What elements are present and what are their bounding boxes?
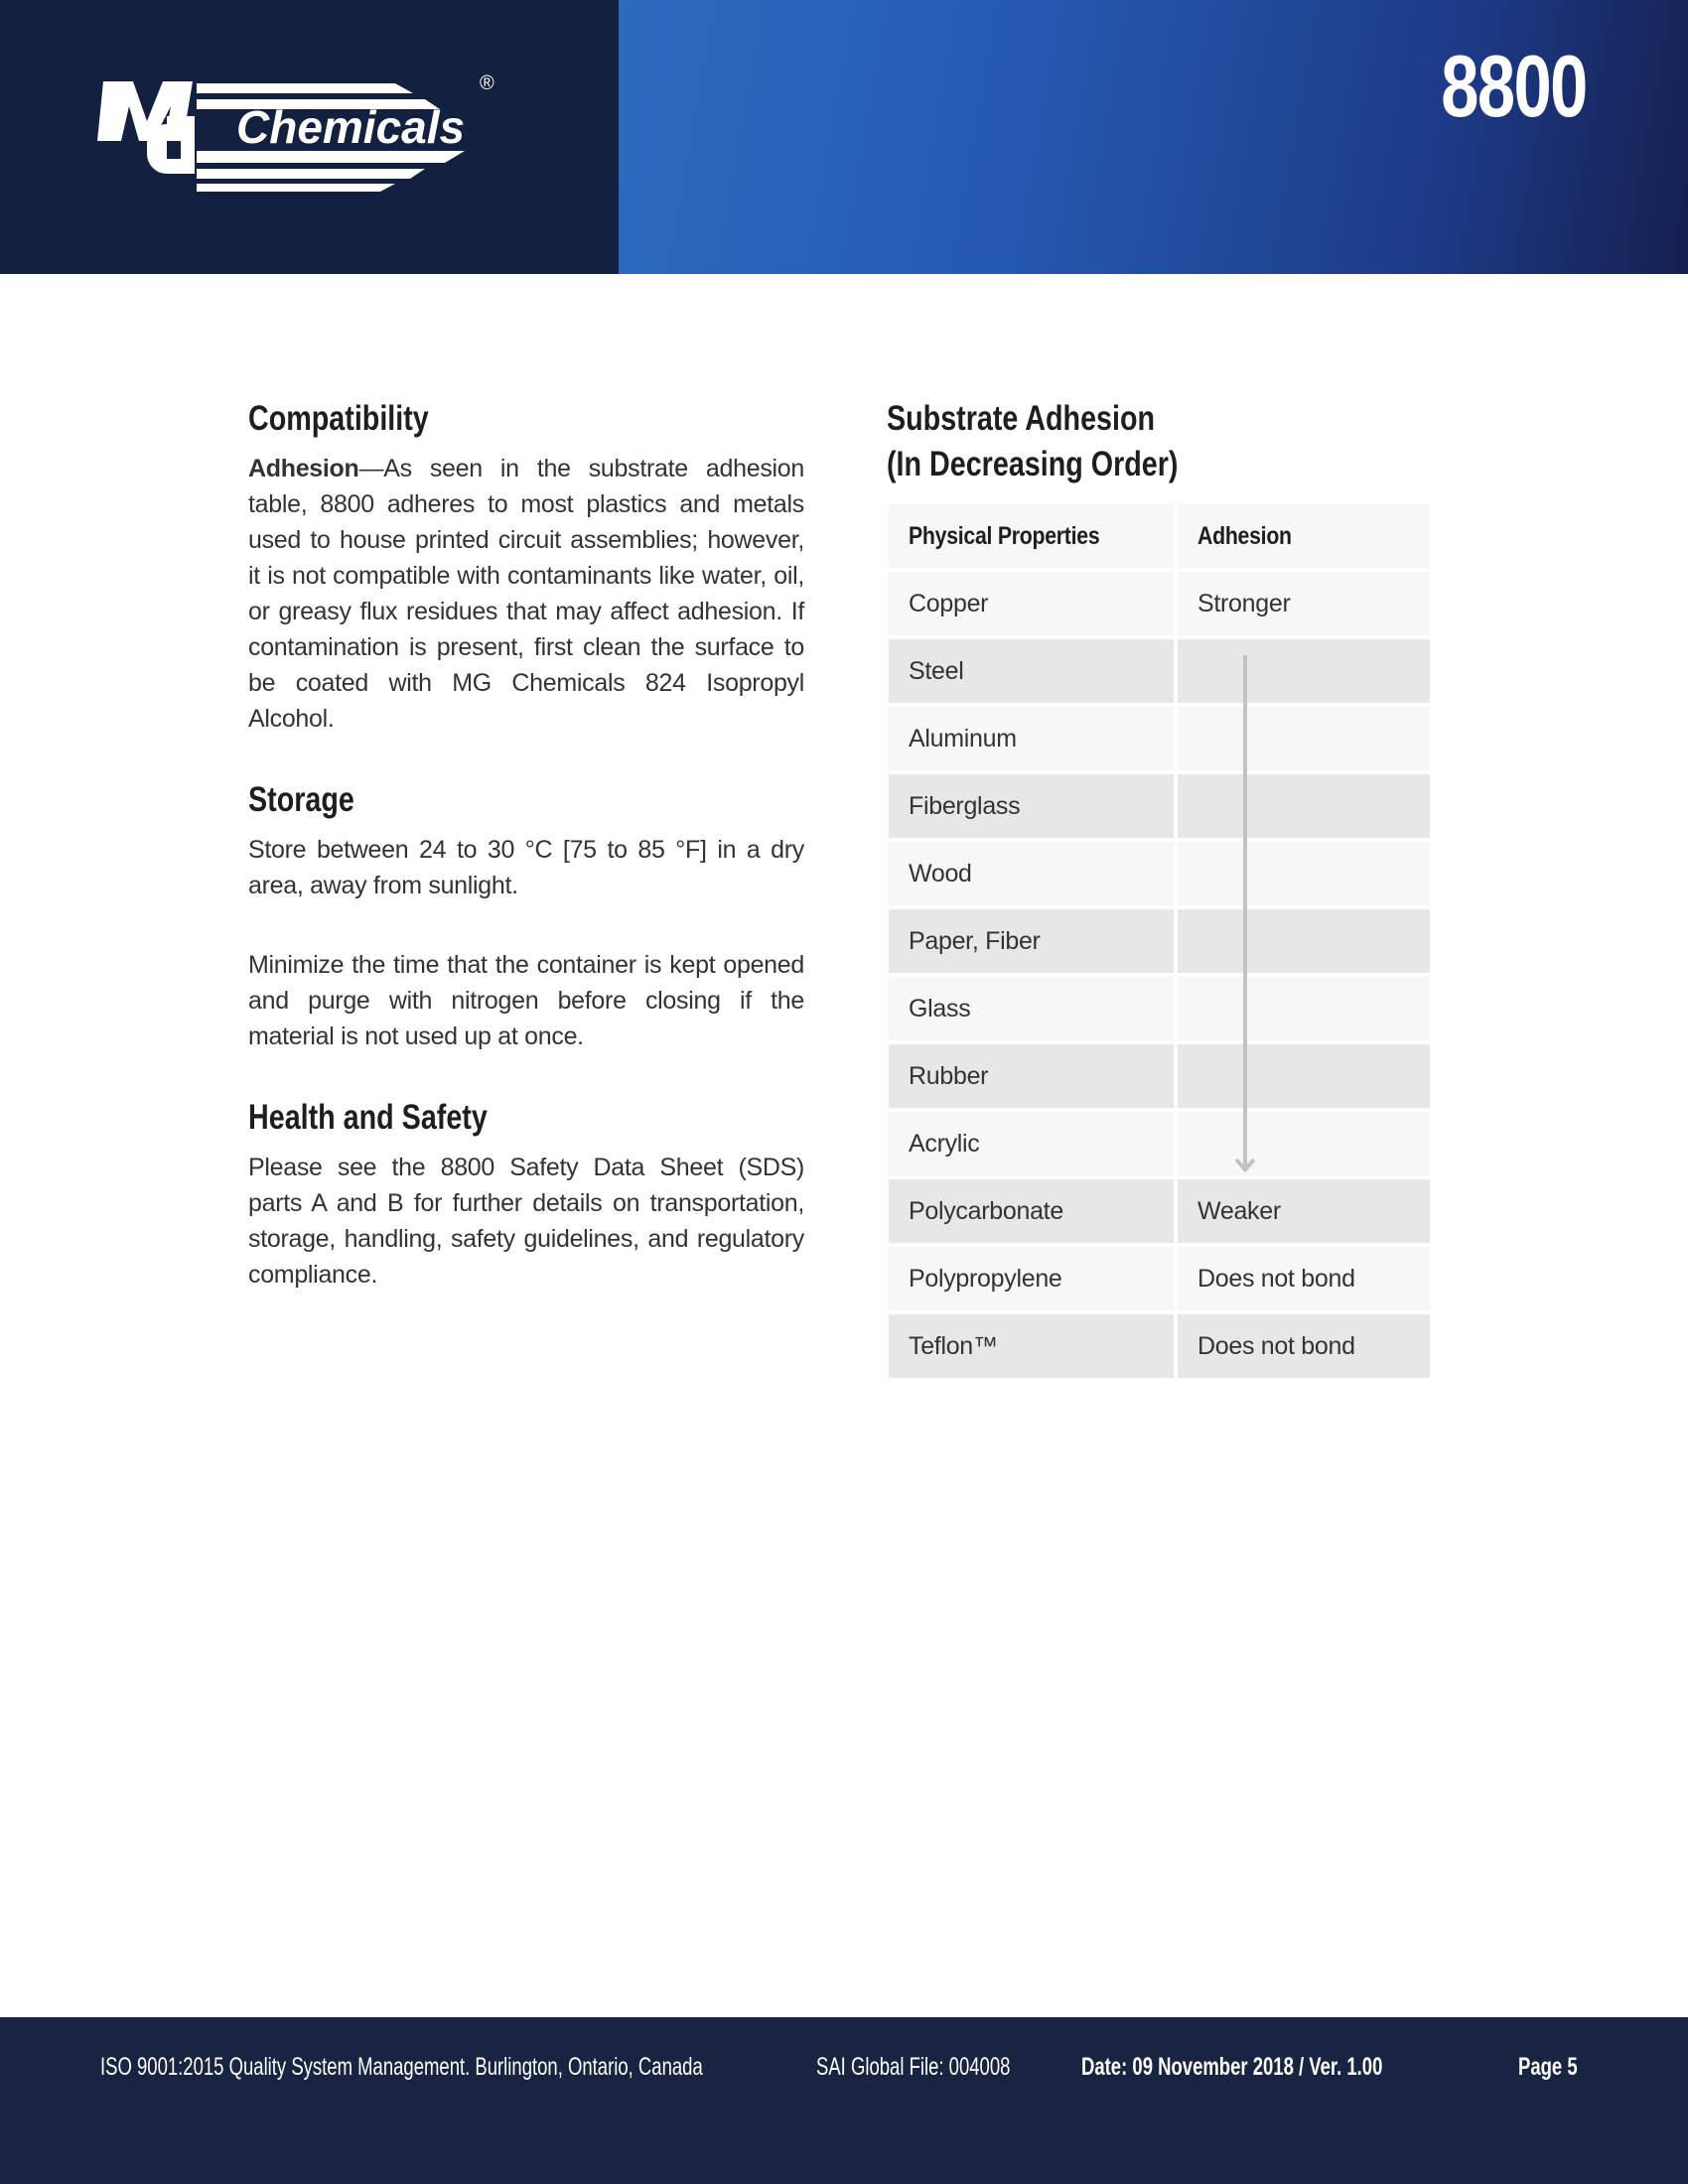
adhesion-cell <box>1178 707 1430 770</box>
substrate-cell: Teflon™ <box>889 1314 1174 1378</box>
table-row <box>889 977 1430 1040</box>
footer-iso: ISO 9001:2015 Quality System Management. Burlington, Ontario, Canada <box>100 2053 703 2081</box>
compatibility-section <box>248 397 804 737</box>
substrate-cell: Fiberglass <box>889 774 1174 838</box>
table-row <box>889 1112 1430 1175</box>
adhesion-cell <box>1178 1044 1430 1108</box>
right-column <box>887 397 1433 1382</box>
decreasing-arrow-icon <box>1235 655 1255 1176</box>
adhesion-cell <box>1178 1112 1430 1175</box>
footer-sai: SAI Global File: 004008 <box>816 2053 1011 2081</box>
svg-text:Chemicals: Chemicals <box>236 101 466 153</box>
table-row <box>889 1314 1430 1378</box>
table-row <box>889 1044 1430 1108</box>
adhesion-cell: Stronger <box>1178 572 1430 635</box>
footer-page: Page 5 <box>1518 2053 1578 2081</box>
substrate-cell: Acrylic <box>889 1112 1174 1175</box>
substrate-cell: Paper, Fiber <box>889 909 1174 973</box>
health-section <box>248 1096 804 1293</box>
adhesion-cell: Weaker <box>1178 1179 1430 1243</box>
table-row <box>889 707 1430 770</box>
compatibility-body: —As seen in the substrate adhesion table, 8800 adheres to most plastics and metals used to house printed circuit assemblies; however, it is not compatible with contaminants like water, oil, or greasy flux residues that may affect adhesion. If contamination is present, first clean the surface to be coated with MG Chemicals 824 Isopropyl Alcohol. <box>248 455 804 733</box>
substrate-cell: Rubber <box>889 1044 1174 1108</box>
compatibility-heading: Compatibility <box>248 399 429 438</box>
substrate-cell: Glass <box>889 977 1174 1040</box>
adhesion-cell: Does not bond <box>1178 1314 1430 1378</box>
adhesion-cell <box>1178 639 1430 703</box>
storage-text-2: Minimize the time that the container is kept opened and purge with nitrogen before closing if the material is not used up at once. <box>248 951 804 1050</box>
adhesion-cell: Does not bond <box>1178 1247 1430 1310</box>
storage-section <box>248 778 804 1054</box>
table-row <box>889 909 1430 973</box>
column-header-label: Adhesion <box>1197 521 1292 550</box>
substrate-cell: Copper <box>889 572 1174 635</box>
footer <box>0 2017 1688 2184</box>
table-row <box>889 1179 1430 1243</box>
adhesion-lead: Adhesion <box>248 455 359 482</box>
table-header-row <box>889 504 1430 568</box>
substrate-cell: Aluminum <box>889 707 1174 770</box>
adhesion-heading-1: Substrate Adhesion <box>887 399 1156 438</box>
adhesion-cell <box>1178 909 1430 973</box>
health-heading: Health and Safety <box>248 1098 488 1137</box>
product-number: 8800 <box>1441 37 1587 135</box>
logo-panel <box>0 0 619 274</box>
adhesion-cell <box>1178 977 1430 1040</box>
mg-chemicals-logo <box>97 71 514 196</box>
substrate-cell: Polypropylene <box>889 1247 1174 1310</box>
column-header <box>889 504 1174 568</box>
table-row <box>889 842 1430 905</box>
footer-date: Date: 09 November 2018 / Ver. 1.00 <box>1081 2053 1383 2081</box>
left-column <box>248 397 804 1334</box>
storage-heading: Storage <box>248 780 354 819</box>
health-text: Please see the 8800 Safety Data Sheet (SDS) parts A and B for further details on transportation, storage, handling, safety guidelines, and regulatory compliance. <box>248 1154 804 1289</box>
header-banner <box>0 0 1688 274</box>
column-header-label: Physical Properties <box>909 521 1100 550</box>
compatibility-text <box>248 451 804 737</box>
adhesion-heading-2: (In Decreasing Order) <box>887 445 1179 483</box>
svg-text:®: ® <box>480 72 494 94</box>
adhesion-cell <box>1178 774 1430 838</box>
column-header <box>1178 504 1430 568</box>
table-row <box>889 572 1430 635</box>
table-row <box>889 1247 1430 1310</box>
adhesion-cell <box>1178 842 1430 905</box>
substrate-cell: Polycarbonate <box>889 1179 1174 1243</box>
substrate-cell: Steel <box>889 639 1174 703</box>
table-row <box>889 774 1430 838</box>
table-row <box>889 639 1430 703</box>
adhesion-table <box>885 500 1434 1382</box>
substrate-cell: Wood <box>889 842 1174 905</box>
storage-text-1: Store between 24 to 30 °C [75 to 85 °F] in a dry area, away from sunlight. <box>248 836 804 899</box>
